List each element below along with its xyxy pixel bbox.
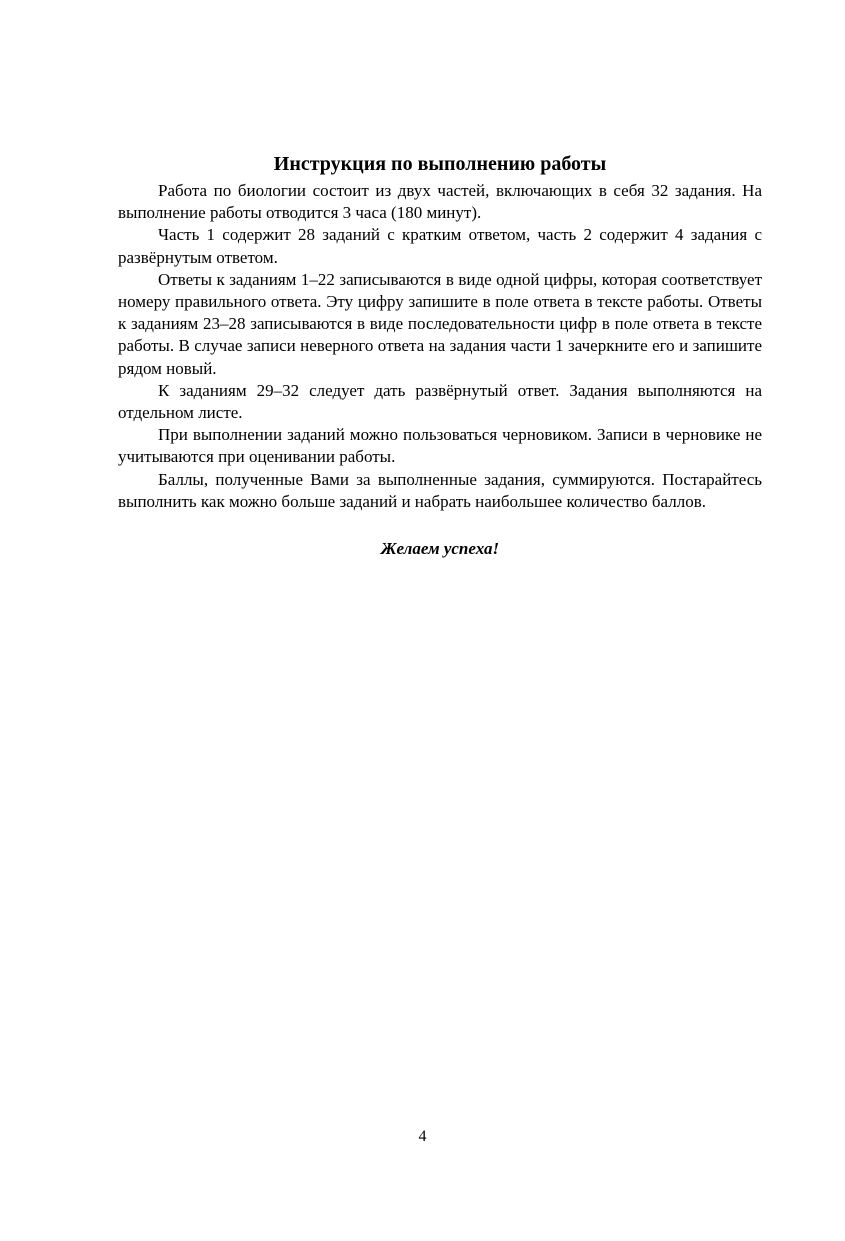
paragraph-draft: При выполнении заданий можно пользоваться черновиком. Записи в черновике не учитываются при оценивании работы. — [118, 425, 762, 467]
page-title: Инструкция по выполнению работы — [273, 153, 607, 175]
paragraph-scoring: Баллы, полученные Вами за выполненные задания, суммируются. Постарайтесь выполнить как можно больше заданий и набрать наибольшее количество баллов. — [118, 469, 762, 511]
closing-wish: Желаем успеха! — [380, 539, 500, 559]
paragraph-work-overview: Работа по биологии состоит из двух частей, включающих в себя 32 задания. На выполнение работы отводится 3 часа (180 минут). — [118, 181, 762, 223]
paragraph-answers-part1: Ответы к заданиям 1–22 записываются в виде одной цифры, которая соответствует номеру правильного ответа. Эту цифру запишите в поле ответа в тексте работы. Ответы к заданиям 23–28 записываются в виде последовательности цифр в поле ответа в тексте работы. В случае записи неверного ответа на задания части 1 зачеркните его и запишите рядом новый. — [118, 269, 762, 378]
paragraph-answers-part2: К заданиям 29–32 следует дать развёрнутый ответ. Задания выполняются на отдельном листе. — [118, 380, 762, 423]
instruction-section — [118, 150, 762, 560]
paragraph-parts: Часть 1 содержит 28 заданий с кратким ответом, часть 2 содержит 4 задания с развёрнутым ответом. — [118, 225, 762, 267]
page-number: 4 — [418, 1128, 427, 1145]
